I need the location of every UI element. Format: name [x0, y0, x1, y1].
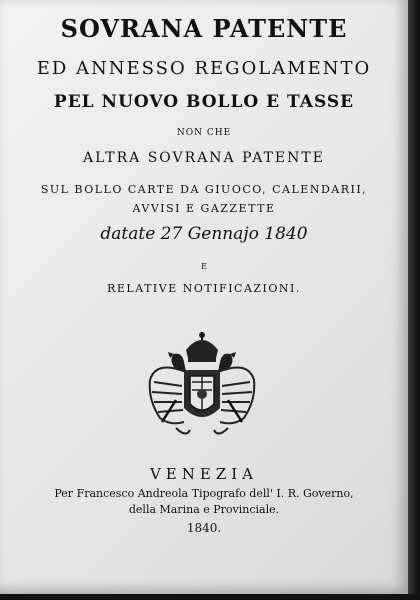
- printer-line1: Per Francesco Andreola Tipografo dell' I. R. Governo,: [54, 487, 354, 500]
- second-subject-line2: AVVISI E GAZZETTE: [132, 202, 276, 215]
- imperial-eagle-emblem-icon: [146, 330, 258, 448]
- imprint-year: 1840.: [186, 521, 222, 535]
- page-edge-shadow: [408, 0, 420, 600]
- subject-line: PEL NUOVO BOLLO E TASSE: [53, 92, 355, 112]
- second-patent-title: ALTRA SOVRANA PATENTE: [83, 150, 325, 166]
- imprint-city: VENEZIA: [149, 465, 259, 483]
- second-subject-line1: SUL BOLLO CARTE DA GIUOCO, CALENDARII,: [40, 183, 368, 196]
- connector-text: NON CHE: [176, 128, 232, 138]
- conjunction-text: E: [201, 262, 207, 271]
- page-bottom-shadow: [0, 594, 420, 600]
- date-line: datate 27 Gennajo 1840: [100, 224, 308, 244]
- printer-line2: della Marina e Provinciale.: [128, 503, 280, 516]
- notifications-line: RELATIVE NOTIFICAZIONI.: [107, 282, 301, 295]
- subheading: ED ANNESSO REGOLAMENTO: [36, 58, 372, 79]
- title-heading: SOVRANA PATENTE: [60, 14, 348, 43]
